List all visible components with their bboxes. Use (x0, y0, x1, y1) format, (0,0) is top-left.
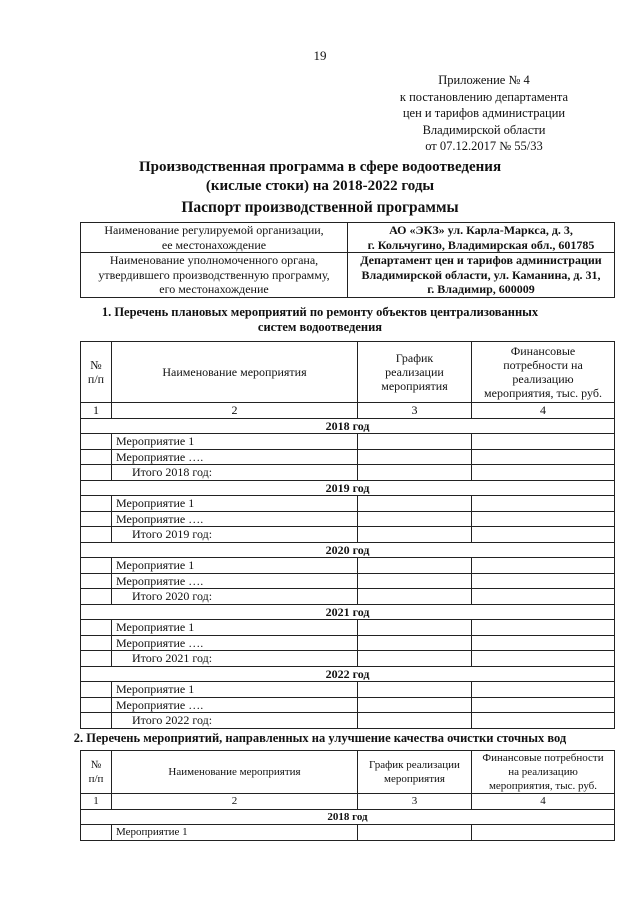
cell (81, 713, 112, 729)
cell (472, 651, 615, 667)
table-row (81, 682, 615, 698)
event-name: Мероприятие …. (112, 511, 358, 527)
year-label: 2022 год (81, 666, 615, 682)
cell (358, 635, 472, 651)
cell (358, 589, 472, 605)
document-title (0, 158, 640, 196)
event-name: Мероприятие 1 (112, 496, 358, 512)
text-line: п/п (87, 372, 105, 386)
text-line: г. Кольчугино, Владимирская обл., 601785 (367, 237, 595, 252)
header-number (81, 751, 112, 794)
text-line: ее местонахождение (161, 237, 267, 252)
cell (358, 465, 472, 481)
table-row (81, 434, 615, 450)
cell (472, 465, 615, 481)
passport-heading: Паспорт производственной программы (181, 199, 459, 216)
cell (81, 434, 112, 450)
cell (472, 713, 615, 729)
text-line: Финансовые потребности (482, 752, 604, 764)
event-name: Мероприятие …. (112, 635, 358, 651)
table-header-row (81, 342, 615, 403)
cell (472, 635, 615, 651)
cell (81, 620, 112, 636)
text-line: Финансовые (510, 344, 576, 358)
text-line: мероприятия, тыс. руб. (484, 386, 602, 400)
text-line: № (90, 759, 102, 771)
year-row (81, 480, 615, 496)
header-event-name: Наименование мероприятия (112, 342, 358, 403)
column-number: 1 (81, 403, 112, 419)
table-row (81, 496, 615, 512)
event-name: Мероприятие 1 (112, 620, 358, 636)
column-number: 3 (358, 794, 472, 810)
cell (358, 527, 472, 543)
total-label: Итого 2018 год: (112, 465, 358, 481)
section-1-title (0, 305, 640, 335)
document-title-line: Производственная программа в сфере водоотведения (138, 159, 502, 175)
column-number: 1 (81, 794, 112, 810)
table-row (81, 825, 615, 841)
cell (472, 589, 615, 605)
total-label: Итого 2021 год: (112, 651, 358, 667)
cell (358, 825, 472, 841)
header-schedule (358, 751, 472, 794)
section-1-table (80, 341, 615, 729)
cell (81, 449, 112, 465)
total-row (81, 527, 615, 543)
cell (81, 651, 112, 667)
appendix-line: к постановлению департамента (399, 89, 569, 104)
passport-label (81, 223, 348, 253)
event-name: Мероприятие 1 (112, 434, 358, 450)
column-number: 2 (112, 403, 358, 419)
cell (472, 511, 615, 527)
cell (472, 527, 615, 543)
cell (81, 527, 112, 543)
text-line: г. Владимир, 600009 (427, 282, 535, 296)
text-line: мероприятия (381, 379, 448, 393)
text-line: График (395, 351, 434, 365)
year-label: 2018 год (81, 809, 615, 825)
cell (81, 589, 112, 605)
header-number (81, 342, 112, 403)
column-number: 4 (472, 403, 615, 419)
year-row (81, 809, 615, 825)
text-line: мероприятия, тыс. руб. (488, 780, 598, 792)
table-header-row (81, 751, 615, 794)
cell (472, 697, 615, 713)
cell (358, 713, 472, 729)
table-row (81, 511, 615, 527)
text-line: на реализацию (508, 766, 578, 778)
appendix-line: от 07.12.2017 № 55/33 (425, 139, 543, 153)
cell (81, 825, 112, 841)
cell (472, 558, 615, 574)
text-line: Департамент цен и тарифов администрации (360, 253, 602, 267)
cell (358, 434, 472, 450)
text-line: реализацию (512, 372, 574, 386)
passport-value (348, 253, 615, 298)
text-line: График реализации (369, 759, 460, 771)
event-name: Мероприятие …. (112, 449, 358, 465)
cell (81, 682, 112, 698)
total-label: Итого 2019 год: (112, 527, 358, 543)
passport-table (80, 222, 615, 298)
table-row (81, 573, 615, 589)
text-line: п/п (88, 773, 104, 785)
column-number: 2 (112, 794, 358, 810)
cell (358, 682, 472, 698)
event-name: Мероприятие 1 (112, 558, 358, 574)
text-line: Наименование регулируемой организации, (104, 223, 324, 237)
year-row (81, 666, 615, 682)
event-name: Мероприятие 1 (112, 825, 358, 841)
section-2-table (80, 750, 615, 841)
column-number-row (81, 794, 615, 810)
header-financing (472, 751, 615, 794)
cell (358, 449, 472, 465)
table-row (81, 558, 615, 574)
cell (472, 449, 615, 465)
year-label: 2019 год (81, 480, 615, 496)
cell (472, 573, 615, 589)
column-number: 3 (358, 403, 472, 419)
passport-label (81, 253, 348, 298)
header-schedule (358, 342, 472, 403)
table-row (81, 620, 615, 636)
year-row (81, 542, 615, 558)
cell (81, 511, 112, 527)
cell (472, 825, 615, 841)
document-title-line: (кислые стоки) на 2018-2022 годы (205, 178, 435, 194)
total-label: Итого 2022 год: (112, 713, 358, 729)
header-event-name: Наименование мероприятия (112, 751, 358, 794)
text-line: № (90, 358, 102, 372)
section-title-line: 1. Перечень плановых мероприятий по ремонту объектов централизованных (101, 305, 539, 319)
total-row (81, 589, 615, 605)
total-row (81, 651, 615, 667)
table-row (81, 697, 615, 713)
section-2-title: 2. Перечень мероприятий, направленных на улучшение качества очистки сточных вод (73, 731, 567, 745)
table-row (81, 635, 615, 651)
passport-row (81, 223, 615, 253)
cell (472, 496, 615, 512)
cell (81, 635, 112, 651)
text-line: утвердившего производственную программу, (98, 267, 330, 282)
total-row (81, 465, 615, 481)
column-number: 4 (472, 794, 615, 810)
cell (358, 651, 472, 667)
appendix-block (364, 72, 604, 155)
cell (358, 558, 472, 574)
table-row (81, 449, 615, 465)
header-financing (472, 342, 615, 403)
text-line: Наименование уполномоченного органа, (109, 253, 319, 267)
cell (358, 496, 472, 512)
passport-row (81, 253, 615, 298)
text-line: его местонахождение (159, 282, 269, 296)
cell (358, 573, 472, 589)
year-row (81, 418, 615, 434)
cell (358, 511, 472, 527)
cell (358, 620, 472, 636)
appendix-line: цен и тарифов администрации (402, 106, 566, 120)
cell (81, 697, 112, 713)
text-line: потребности на (503, 358, 583, 372)
cell (472, 682, 615, 698)
text-line: мероприятия (384, 773, 445, 785)
text-line: АО «ЭКЗ» ул. Карла-Маркса, д. 3, (389, 223, 573, 237)
total-row (81, 713, 615, 729)
event-name: Мероприятие 1 (112, 682, 358, 698)
appendix-line: Приложение № 4 (438, 73, 530, 87)
page-number: 19 (313, 48, 327, 63)
year-label: 2018 год (81, 418, 615, 434)
year-label: 2021 год (81, 604, 615, 620)
cell (472, 620, 615, 636)
total-label: Итого 2020 год: (112, 589, 358, 605)
section-title-line: систем водоотведения (257, 320, 383, 334)
year-row (81, 604, 615, 620)
event-name: Мероприятие …. (112, 573, 358, 589)
cell (81, 496, 112, 512)
appendix-line: Владимирской области (422, 122, 546, 137)
text-line: Владимирской области, ул. Каманина, д. 31, (361, 267, 601, 282)
event-name: Мероприятие …. (112, 697, 358, 713)
text-line: реализации (385, 365, 444, 379)
cell (81, 558, 112, 574)
passport-value (348, 223, 615, 253)
cell (81, 573, 112, 589)
cell (472, 434, 615, 450)
cell (81, 465, 112, 481)
cell (358, 697, 472, 713)
year-label: 2020 год (81, 542, 615, 558)
column-number-row (81, 403, 615, 419)
